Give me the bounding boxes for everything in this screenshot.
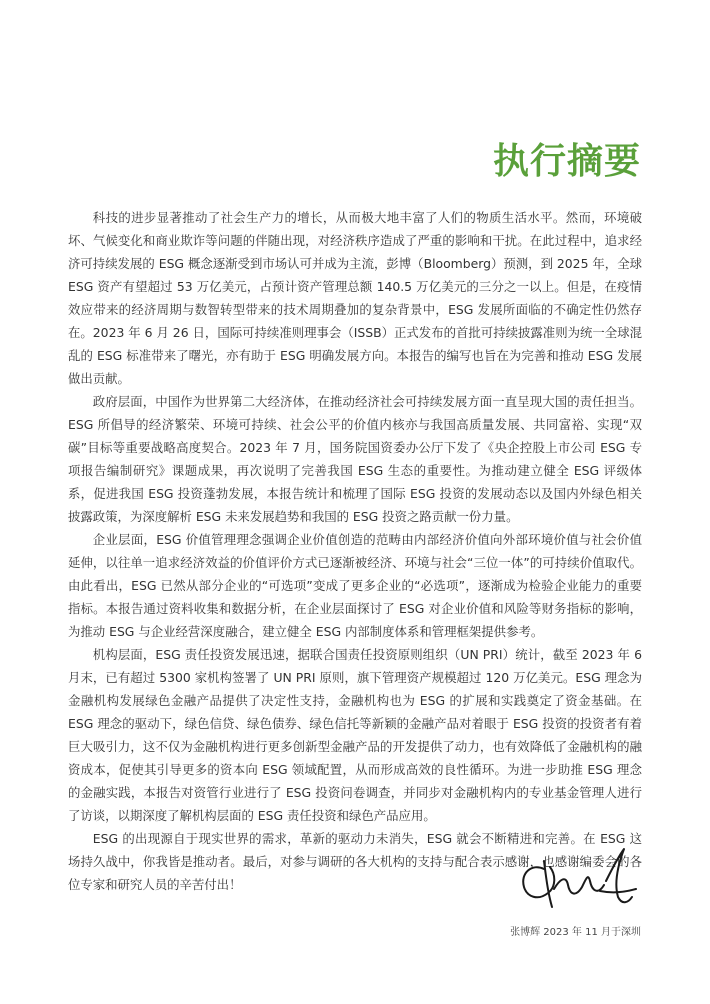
paragraph-institution: 机构层面，ESG 责任投资发展迅速，据联合国责任投资原则组织（UN PRI）统计，截至 2023 年 6 月末，已有超过 5300 家机构签署了 UN PRI 原则，旗下管理资产规模超过 120 万亿美元。ESG 理念为金融机构发展绿色金融产品提供了决定性支持，金融机构也为 ESG 的扩展和实践奠定了资金基础。在 ESG 理念的驱动下，绿色信贷、绿色债券、绿色信托等新颖的金融产品对着眼于 ESG 投资的投资者有着巨大吸引力，这不仅为金融机构进行更多创新型金融产品的开发提供了动力，也有效降低了金融机构的融资成本，促使其引导更多的资本向 ESG 领域配置，从而形成高效的良性循环。为进一步助推 ESG 理念的金融实践，本报告对资管行业进行了 ESG 投资问卷调查，并同步对金融机构内的专业基金管理人进行了访谈，以期深度了解机构层面的 ESG 责任投资和绿色产品应用。 bbox=[68, 647, 642, 823]
summary-body bbox=[68, 206, 642, 896]
paragraph-enterprise: 企业层面，ESG 价值管理理念强调企业价值创造的范畴由内部经济价值向外部环境价值与社会价值延伸，以往单一追求经济效益的价值评价方式已逐渐被经济、环境与社会“三位一体”的可持续价值取代。由此看出，ESG 已然从部分企业的“可选项”变成了更多企业的“必选项”，逐渐成为检验企业能力的重要指标。本报告通过资料收集和数据分析，在企业层面探讨了 ESG 对企业价值和风险等财务指标的影响，为推动 ESG 与企业经营深度融合，建立健全 ESG 内部制度体系和管理框架提供参考。 bbox=[68, 532, 642, 639]
handwritten-signature bbox=[514, 847, 644, 913]
paragraph-intro: 科技的进步显著推动了社会生产力的增长，从而极大地丰富了人们的物质生活水平。然而，环境破坏、气候变化和商业欺诈等问题的伴随出现，对经济秩序造成了严重的影响和干扰。在此过程中，追求经济可持续发展的 ESG 概念逐渐受到市场认可并成为主流，彭博（Bloomberg）预测，到 2025 年，全球 ESG 资产有望超过 53 万亿美元，占预计资产管理总额 140.5 万亿美元的三分之一以上。但是，在疫情效应带来的经济周期与数智转型带来的技术周期叠加的复杂背景中，ESG 发展所面临的不确定性仍然存在。2023 年 6 月 26 日，国际可持续准则理事会（ISSB）正式发布的首批可持续披露准则为统一全球混乱的 ESG 标准带来了曙光，亦有助于 ESG 明确发展方向。本报告的编写也旨在为完善和推动 ESG 发展做出贡献。 bbox=[68, 210, 642, 386]
paragraph-closing: ESG 的出现源自于现实世界的需求，革新的驱动力未消失，ESG 就会不断精进和完善。在 ESG 这场持久战中，你我皆是推动者。最后，对参与调研的各大机构的支持与配合表示感谢，也感谢编委会的各位专家和研究人员的辛苦付出！ bbox=[68, 831, 642, 892]
page-title: 执行摘要 bbox=[492, 141, 641, 182]
paragraph-government: 政府层面，中国作为世界第二大经济体，在推动经济社会可持续发展方面一直呈现大国的责任担当。ESG 所倡导的经济繁荣、环境可持续、社会公平的价值内核亦与我国高质量发展、共同富裕、实现“双碳”目标等重要战略高度契合。2023 年 7 月，国务院国资委办公厅下发了《央企控股上市公司 ESG 专项报告编制研究》课题成果，再次说明了完善我国 ESG 生态的重要性。为推动建立健全 ESG 评级体系，促进我国 ESG 投资蓬勃发展，本报告统计和梳理了国际 ESG 投资的发展动态以及国内外绿色相关披露政策，为深度解析 ESG 未来发展趋势和我国的 ESG 投资之路贡献一份力量。 bbox=[68, 394, 642, 524]
signature-line: 张博辉 2023 年 11 月于深圳 bbox=[510, 927, 641, 938]
